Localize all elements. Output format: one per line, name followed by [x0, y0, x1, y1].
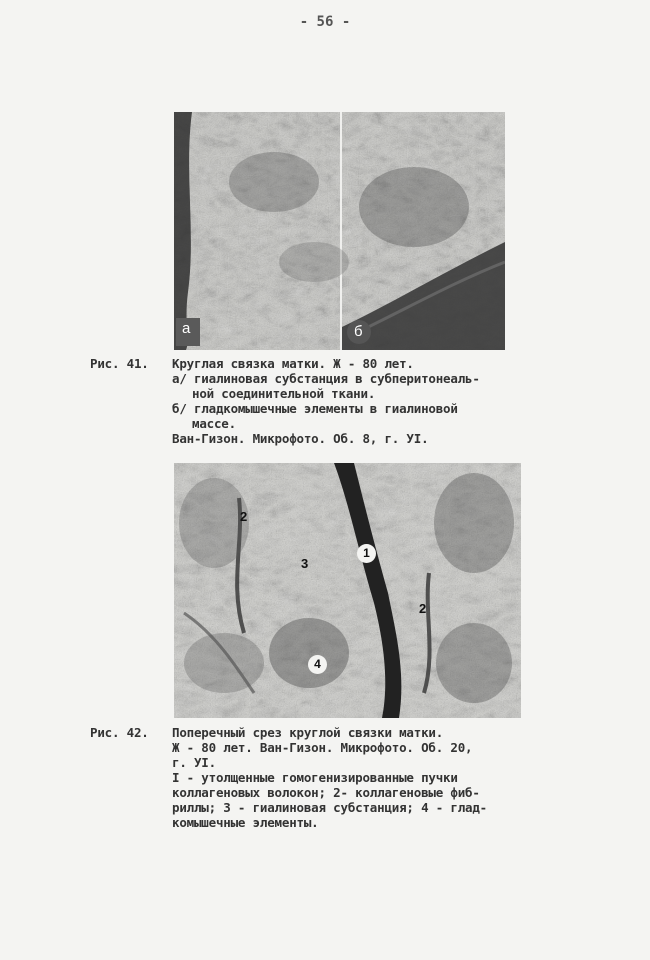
micrograph-41-image — [174, 112, 505, 350]
figure-42-label: Рис. 42. — [90, 725, 149, 740]
marker-1: 1 — [357, 544, 376, 563]
caption-line: Ван-Гизон. Микрофото. Об. 8, г. УI. — [172, 431, 429, 446]
marker-2-left: 2 — [240, 509, 248, 524]
micrograph-figure-41 — [174, 112, 505, 350]
marker-3: 3 — [301, 556, 309, 571]
marker-2-right: 2 — [419, 601, 427, 616]
caption-line: Круглая связка матки. Ж - 80 лет. — [172, 356, 414, 371]
micrograph-42-image — [174, 463, 521, 718]
caption-line: риллы; 3 - гиалиновая субстанция; 4 - глад- — [172, 800, 488, 815]
caption-line: г. УI. — [172, 755, 216, 770]
caption-line: массе. — [192, 416, 236, 431]
caption-line: I - утолщенные гомогенизированные пучки — [172, 770, 458, 785]
figure-41-caption — [90, 356, 570, 446]
caption-line: комышечные элементы. — [172, 815, 319, 830]
figure-41-label: Рис. 41. — [90, 356, 149, 371]
page-number: - 56 - — [299, 14, 351, 30]
caption-line: Поперечный срез круглой связки матки. — [172, 725, 444, 740]
figure-42-caption — [90, 725, 580, 830]
marker-4: 4 — [308, 655, 327, 674]
caption-line: Ж - 80 лет. Ван-Гизон. Микрофото. Об. 20, — [172, 740, 473, 755]
caption-line: а/ гиалиновая субстанция в субперитонеаль- — [172, 371, 480, 386]
caption-line: б/ гладкомышечные элементы в гиалиновой — [172, 401, 458, 416]
photo-label-a: а — [182, 320, 191, 337]
photo-label-b: б — [354, 323, 363, 340]
micrograph-figure-42 — [174, 463, 521, 718]
caption-line: коллагеновых волокон; 2- коллагеновые фиб- — [172, 785, 480, 800]
caption-line: ной соединительной ткани. — [192, 386, 376, 401]
